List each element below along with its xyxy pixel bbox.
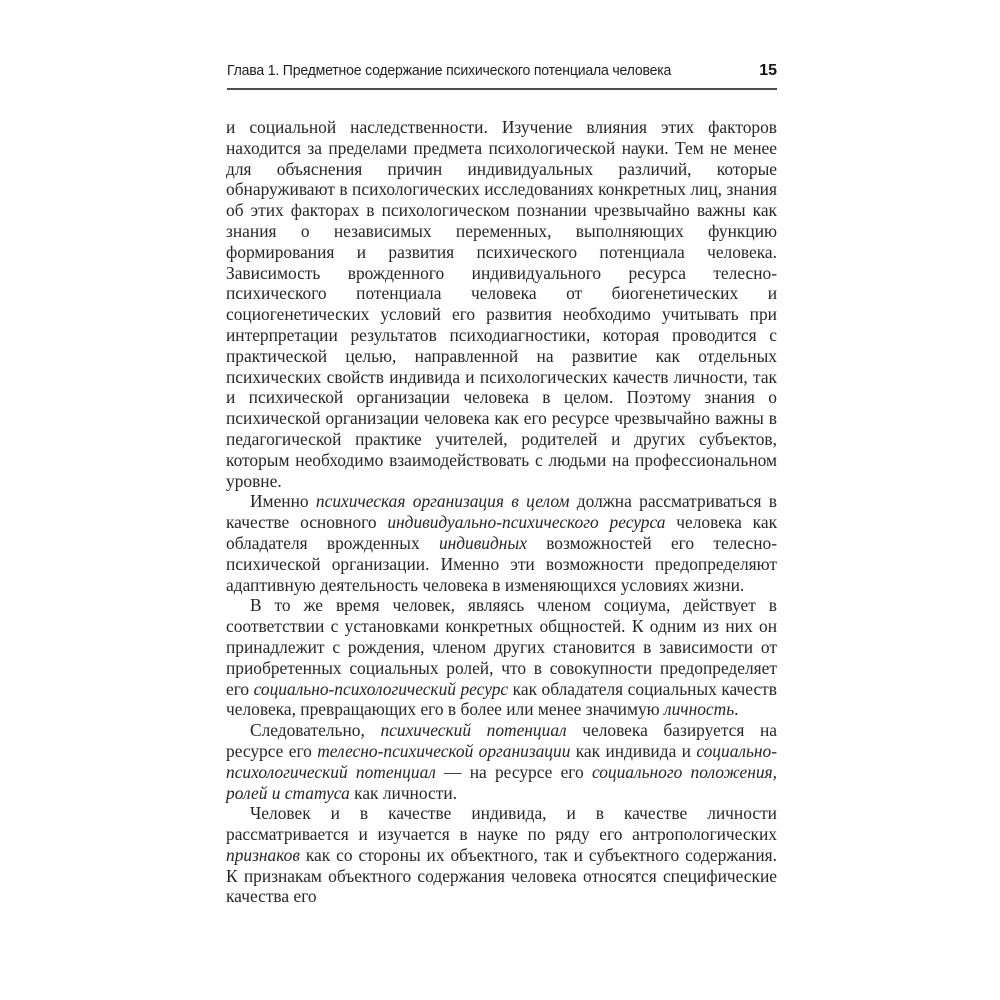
running-head <box>227 62 777 90</box>
italic-run: психический потенциал <box>380 720 567 741</box>
italic-run: социального положения, ролей и статуса <box>226 761 777 803</box>
italic-run: индивидуально-психического ресурса <box>387 512 666 533</box>
paragraph <box>226 491 777 595</box>
text-run: В то же время человек, являясь членом социума, действует в соответствии с установками конкретных общностей. К одним из них он принадлежит с рождения, членом других становится в зависимости от приобретенных социальных ролей, что в совокупности предопределяет его <box>226 595 777 699</box>
running-head-chapter-title: Глава 1. Предметное содержание психического потенциала человека <box>227 63 672 79</box>
italic-run: личность <box>664 699 735 720</box>
text-run: возможностей его телесно-психической организации. Именно эти возможности предопределяют адаптивную деятельность человека в изменяющихся условиях жизни. <box>226 532 778 595</box>
paragraph <box>226 595 777 720</box>
text-run: Следовательно, <box>250 720 381 741</box>
page-number: 15 <box>759 62 777 79</box>
text-run: должна рассматриваться в качестве основного <box>226 491 777 533</box>
text-run: — на ресурсе его <box>435 761 592 782</box>
text-run: и социальной наследственности. Изучение влияния этих факторов находится за пределами предмета психологической науки. Тем не менее для объяснения причин индивидуальных различий, которые обнаруживают в психологических исследованиях конкретных лиц, знания об этих факторах в психологическом познании чрезвычайно важны как знания о независимых переменных, выполняющих функцию формирования и развития психического потенциала человека. Зависимость врожденного индивидуального ресурса телесно-психического потенциала человека от биогенетических и социогенетических условий его развития необходимо учитывать при интерпретации результатов психодиагностики, которая проводится с практической целью, направленной на развитие как отдельных психических свойств индивида и психологических качеств личности, так и психической организации человека в целом. Поэтому знания о психической организации человека как его ресурсе чрезвычайно важны в педагогической практике учителей, родителей и других субъектов, которым необходимо взаимодействовать с людьми на профессиональном уровне. <box>226 117 777 491</box>
italic-run: телесно-психической организации <box>317 740 571 761</box>
paragraph <box>226 720 777 803</box>
text-run: как личности. <box>349 782 457 803</box>
text-run: Человек и в качестве индивида, и в качестве личности рассматривается и изучается в науке по ряду его антропологических <box>226 803 777 845</box>
text-run: Именно <box>250 491 316 512</box>
italic-run: индивидных <box>438 532 527 553</box>
text-run: человека базируется на ресурсе его <box>226 720 777 761</box>
italic-run: психическая организация в целом <box>315 491 570 512</box>
paragraph <box>226 117 777 491</box>
text-run: как со стороны их объектного, так и субъектного содержания. К признакам объектного содержания человека относятся специфические качества его <box>226 844 777 907</box>
text-run: . <box>734 699 739 720</box>
italic-run: признаков <box>226 844 300 865</box>
paragraph <box>226 803 777 907</box>
italic-run: социально-психологический потенциал <box>226 740 778 782</box>
text-run: как обладателя социальных качеств человека, превращающих его в более или менее значимую <box>226 678 777 720</box>
body-text <box>226 117 777 907</box>
text-run: человека как обладателя врожденных <box>226 512 778 553</box>
text-run: как индивида и <box>570 740 697 761</box>
italic-run: социально-психологический ресурс <box>253 678 509 699</box>
